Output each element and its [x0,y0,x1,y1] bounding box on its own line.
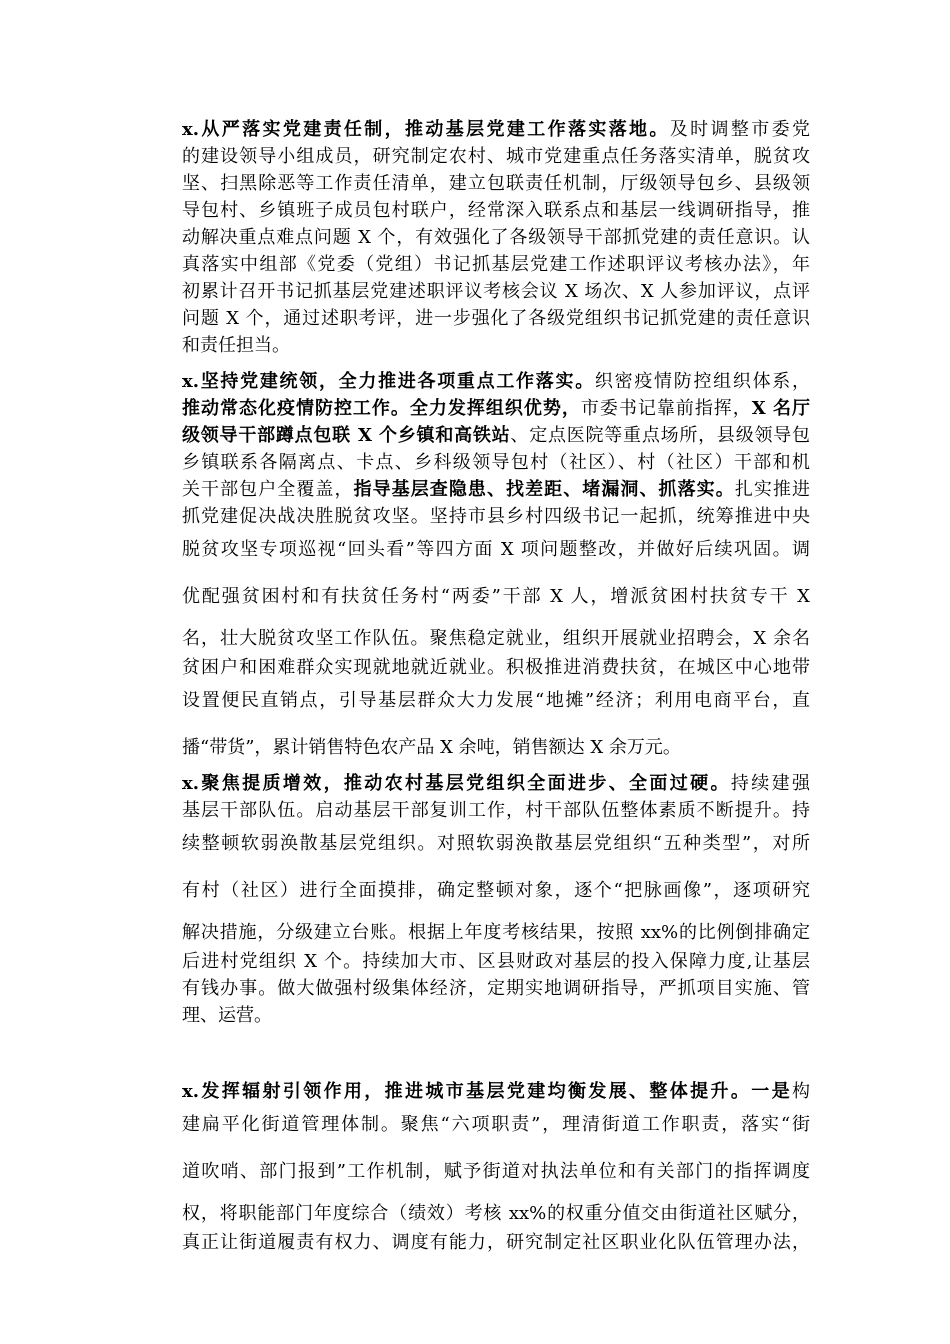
paragraph-key-work [146,368,810,774]
paragraph-heading: x.坚持党建统领，全力推进各项重点工作落实。 [182,371,595,392]
text-line [146,770,810,797]
text-line: 后进村党组织 X 个。持续加大市、区县财政对基层的投入保障力度,让基层 [182,951,810,972]
text-line: 播“带货”，累计销售特色农产品 X 余吨，销售额达 X 余万元。 [182,737,681,758]
paragraph-responsibility-system [146,116,810,359]
text-line [146,422,810,449]
text-line: 续整顿软弱涣散基层党组织。对照软弱涣散基层党组织“五种类型”，对所 [182,833,810,854]
bold-run: 指导基层查隐患、找差距、堵漏洞、抓落实。 [353,479,735,500]
text-line: 抓党建促决战决胜脱贫攻坚。坚持市县乡村四级书记一起抓，统筹推进中央 [182,506,810,527]
text-line [146,116,810,143]
text-line: 的建设领导小组成员，研究制定农村、城市党建重点任务落实清单，脱贫攻 [182,146,810,167]
bold-run: X 名厅 [751,398,810,419]
text-run: 市委书记靠前指挥， [580,398,752,419]
text-run: 织密疫情防控组织体系， [594,371,810,392]
text-line: 优配强贫困村和有扶贫任务村“两委”干部 X 人，增派贫困村扶贫专干 X [182,586,810,607]
text-line [146,368,810,395]
text-line: 理、运营。 [182,1005,272,1026]
paragraph-heading: x.发挥辐射引领作用，推进城市基层党建均衡发展、整体提升。一是 [182,1081,792,1102]
text-run: 构 [792,1081,810,1102]
paragraph-heading: x.从严落实党建责任制，推动基层党建工作落实落地。 [182,119,670,140]
text-line: 和责任担当。 [182,335,290,356]
text-run: 扎实推进 [734,479,810,500]
text-line [146,476,810,503]
bold-run: 级领导干部蹲点包联 X 个乡镇和高铁站 [182,425,511,446]
text-line: 贫困户和困难群众实现就地就近就业。积极推进消费扶贫，在城区中心地带 [182,657,810,678]
text-line: 脱贫攻坚专项巡视“回头看”等四方面 X 项问题整改，并做好后续巩固。调 [182,539,810,560]
text-line: 乡镇联系各隔离点、卡点、乡科级领导包村（社区）、村（社区）干部和机 [182,452,810,473]
text-line: 设置便民直销点，引导基层群众大力发展“地摊”经济；利用电商平台，直 [182,690,810,711]
text-line: 权，将职能部门年度综合（绩效）考核 xx%的权重分值交由街道社区赋分， [182,1203,810,1224]
bold-run: 推动常态化疫情防控工作。全力发挥组织优势， [182,398,581,419]
paragraph-heading: x.聚焦提质增效，推动农村基层党组织全面进步、全面过硬。 [182,773,731,794]
text-line: 有村（社区）进行全面摸排，确定整顿对象，逐个“把脉画像”，逐项研究 [182,880,810,901]
text-line: 问题 X 个，通过述职考评，进一步强化了各级党组织书记抓党建的责任意识 [182,308,810,329]
text-line: 有钱办事。做大做强村级集体经济，定期实地调研指导，严抓项目实施、管 [182,978,810,999]
text-line: 基层干部队伍。启动基层干部复训工作，村干部队伍整体素质不断提升。持 [182,800,810,821]
text-line: 真落实中组部《党委（党组）书记抓基层党建工作述职评议考核办法》，年 [182,254,810,275]
text-line: 动解决重点难点问题 X 个，有效强化了各级领导干部抓党建的责任意识。认 [182,227,810,248]
paragraph-urban-party-building [146,1078,810,1256]
text-line: 道吹哨、部门报到”工作机制，赋予街道对执法单位和有关部门的指挥调度 [182,1161,810,1182]
text-run: 关干部包户全覆盖， [182,479,354,500]
text-run: 、定点医院等重点场所，县级领导包 [510,425,810,446]
text-line [146,395,810,422]
text-line: 名，壮大脱贫攻坚工作队伍。聚焦稳定就业，组织开展就业招聘会，X 余名 [182,628,810,649]
text-line: 初累计召开书记抓基层党建述职评议考核会议 X 场次、X 人参加评议，点评 [182,281,810,302]
text-run: 持续建强 [730,773,810,794]
text-run: 及时调整市委党 [669,119,810,140]
text-line: 导包村、乡镇班子成员包村联户，经常深入联系点和基层一线调研指导，推 [182,200,810,221]
text-line: 解决措施，分级建立台账。根据上年度考核结果，按照 xx%的比例倒排确定 [182,922,810,943]
text-line [146,1078,810,1105]
text-line: 坚、扫黑除恶等工作责任清单，建立包联责任机制，厅级领导包乡、县级领 [182,173,810,194]
paragraph-rural-party-org [146,770,810,1029]
text-line: 建扁平化街道管理体制。聚焦“六项职责”，理清街道工作职责，落实“街 [182,1114,810,1135]
text-line: 真正让街道履责有权力、调度有能力，研究制定社区职业化队伍管理办法， [182,1232,810,1253]
